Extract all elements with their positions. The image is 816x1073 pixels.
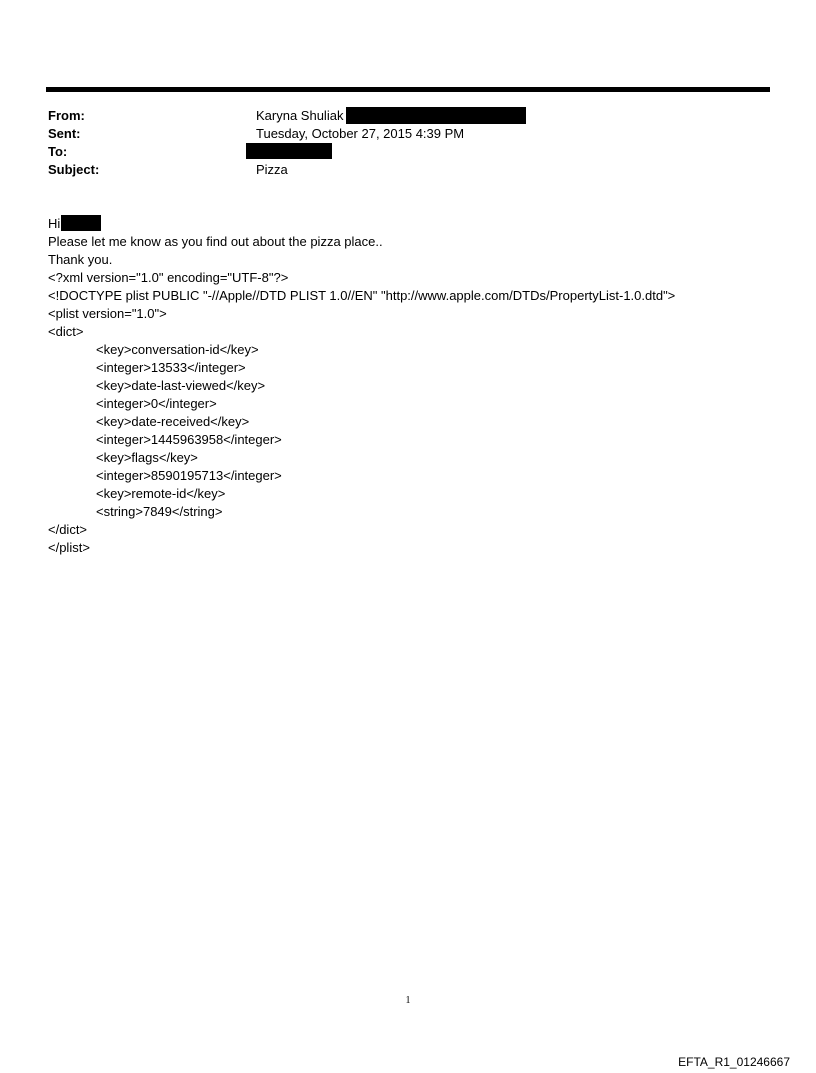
- to-label: To:: [48, 144, 68, 159]
- email-body: [48, 215, 788, 557]
- from-row: [48, 107, 768, 125]
- from-label: From:: [48, 108, 85, 123]
- greeting-line: [48, 215, 788, 233]
- document-id: EFTA_R1_01246667: [678, 1055, 790, 1069]
- plist-line: <key>flags</key>: [96, 450, 198, 465]
- sent-label: Sent:: [48, 126, 81, 141]
- redaction-box: [246, 143, 332, 159]
- redaction-box: [61, 215, 101, 231]
- subject-label: Subject:: [48, 162, 100, 177]
- body-line: </plist>: [48, 540, 90, 555]
- subject-value: Pizza: [256, 162, 288, 177]
- greeting: Hi: [48, 216, 61, 231]
- plist-line: <key>remote-id</key>: [96, 486, 226, 501]
- sent-row: [48, 125, 768, 143]
- plist-line: <key>conversation-id</key>: [96, 342, 259, 357]
- plist-line: <integer>1445963958</integer>: [96, 432, 282, 447]
- plist-line: <integer>0</integer>: [96, 396, 217, 411]
- from-name: Karyna Shuliak: [256, 108, 344, 123]
- plist-line: <integer>8590195713</integer>: [96, 468, 282, 483]
- body-line: <dict>: [48, 324, 84, 339]
- sent-value: Tuesday, October 27, 2015 4:39 PM: [256, 126, 465, 141]
- email-header: [48, 107, 768, 179]
- body-line: <!DOCTYPE plist PUBLIC "-//Apple//DTD PLIST 1.0//EN" "http://www.apple.com/DTDs/PropertyList-1.0.dtd">: [48, 288, 676, 303]
- to-row: [48, 143, 768, 161]
- page-number: 1: [405, 995, 411, 1006]
- body-line: Thank you.: [48, 252, 113, 267]
- body-line: <?xml version="1.0" encoding="UTF-8"?>: [48, 270, 289, 285]
- body-line: Please let me know as you find out about the pizza place..: [48, 234, 383, 249]
- plist-line: <string>7849</string>: [96, 504, 223, 519]
- redaction-box: [346, 107, 526, 124]
- plist-line: <key>date-last-viewed</key>: [96, 378, 266, 393]
- body-line: </dict>: [48, 522, 88, 537]
- top-rule: [46, 87, 770, 92]
- plist-line: <key>date-received</key>: [96, 414, 250, 429]
- from-value: [256, 107, 526, 125]
- subject-row: [48, 161, 768, 179]
- plist-line: <integer>13533</integer>: [96, 360, 246, 375]
- body-line: <plist version="1.0">: [48, 306, 167, 321]
